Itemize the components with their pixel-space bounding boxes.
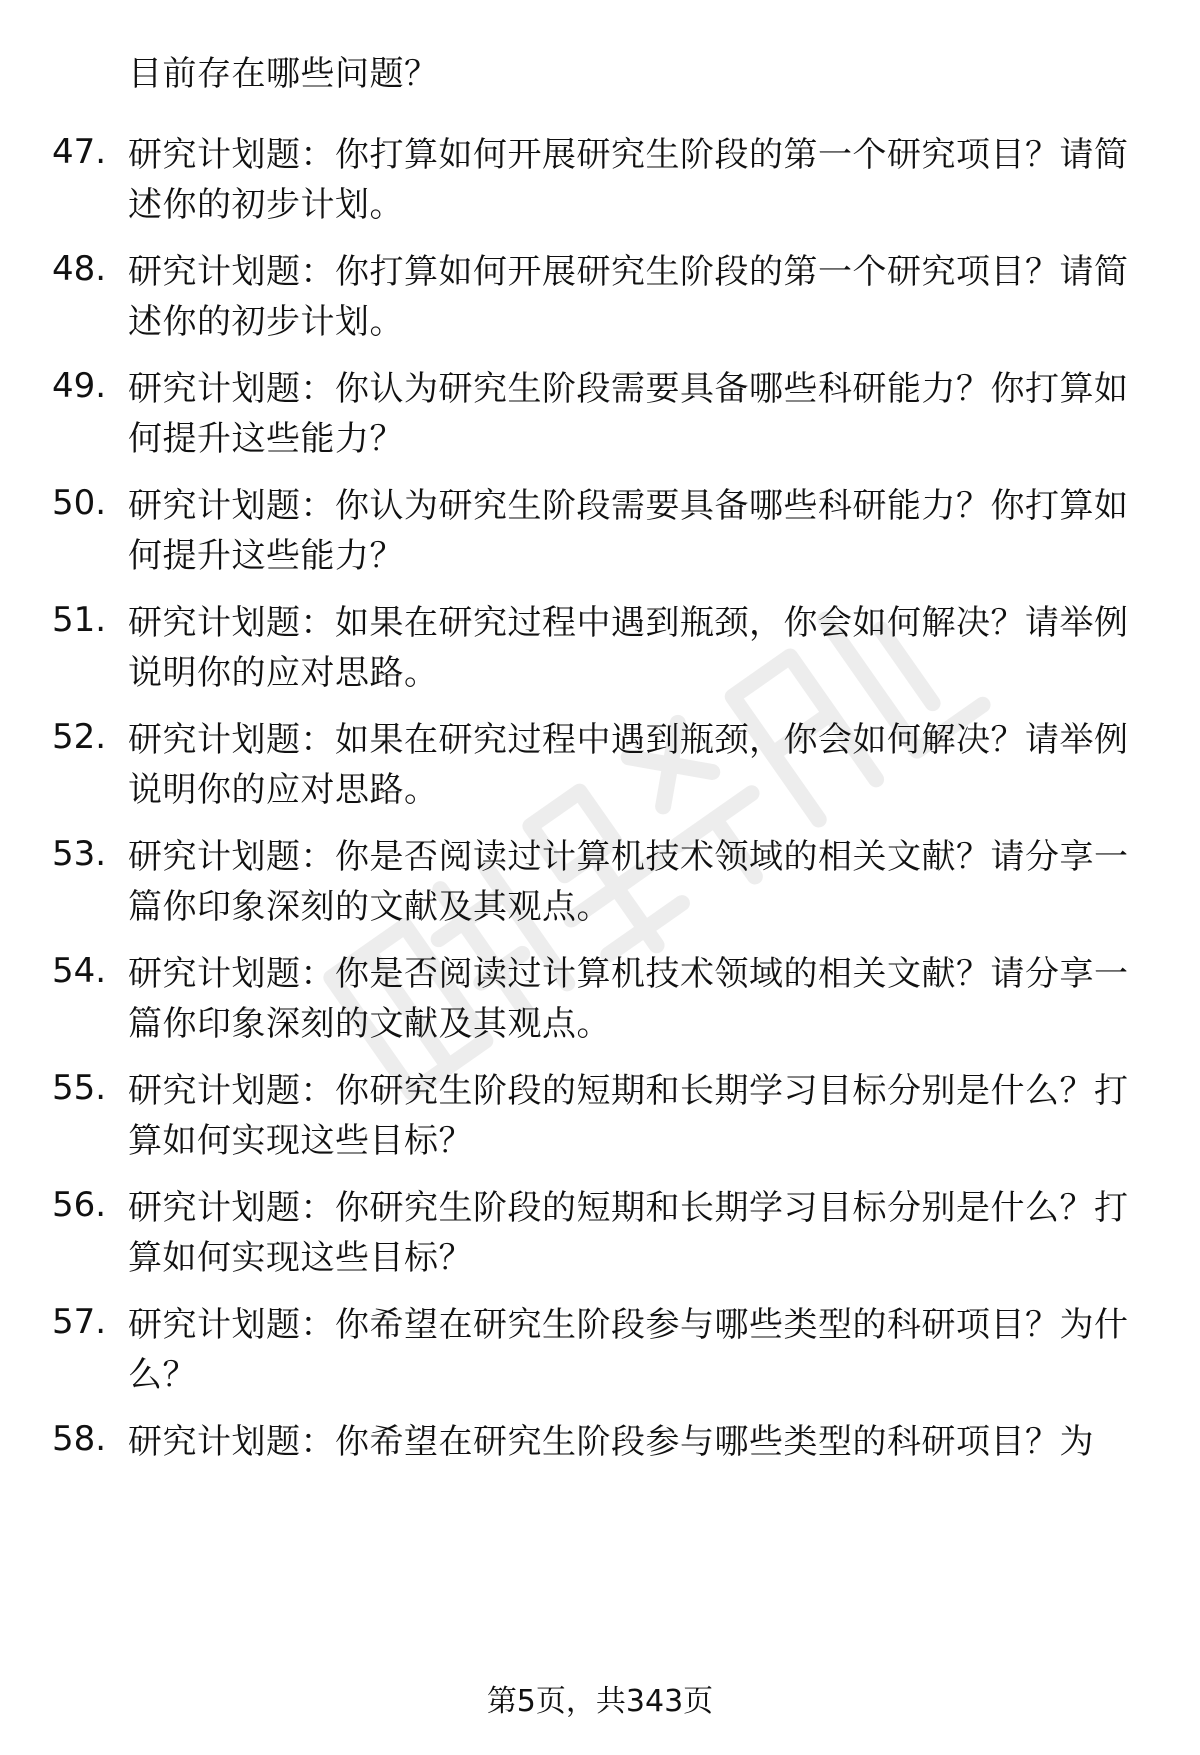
- list-item: [0, 1183, 1200, 1293]
- item-number: 58.: [52, 1419, 107, 1459]
- item-text: 研究计划题：你希望在研究生阶段参与哪些类型的科研项目？为: [128, 1422, 1094, 1462]
- item-text: 研究计划题：你研究生阶段的短期和长期学习目标分别是什么？打算如何实现这些目标？: [128, 1188, 1129, 1278]
- item-number: 57.: [52, 1302, 107, 1342]
- list-item: [0, 364, 1200, 474]
- item-text: 研究计划题：你研究生阶段的短期和长期学习目标分别是什么？打算如何实现这些目标？: [128, 1071, 1129, 1161]
- item-text: 研究计划题：你打算如何开展研究生阶段的第一个研究项目？请简述你的初步计划。: [128, 135, 1129, 225]
- item-text: 研究计划题：你希望在研究生阶段参与哪些类型的科研项目？为什么？: [128, 1305, 1129, 1395]
- continuation-line: 目前存在哪些问题？: [128, 54, 439, 94]
- item-number: 51.: [52, 600, 107, 640]
- item-number: 52.: [52, 717, 107, 757]
- item-number: 53.: [52, 834, 107, 874]
- item-text: 研究计划题：你认为研究生阶段需要具备哪些科研能力？你打算如何提升这些能力？: [128, 486, 1129, 576]
- item-text: 研究计划题：你是否阅读过计算机技术领域的相关文献？请分享一篇你印象深刻的文献及其观点。: [128, 954, 1129, 1044]
- list-item: [0, 1417, 1200, 1477]
- item-text: 研究计划题：你打算如何开展研究生阶段的第一个研究项目？请简述你的初步计划。: [128, 252, 1129, 342]
- list-item: [0, 130, 1200, 240]
- list-item: [0, 598, 1200, 708]
- item-text: 研究计划题：如果在研究过程中遇到瓶颈，你会如何解决？请举例说明你的应对思路。: [128, 720, 1129, 810]
- item-number: 47.: [52, 132, 107, 172]
- list-item: [0, 832, 1200, 942]
- list-item: [0, 1300, 1200, 1410]
- item-number: 54.: [52, 951, 107, 991]
- item-number: 49.: [52, 366, 107, 406]
- item-text: 研究计划题：你认为研究生阶段需要具备哪些科研能力？你打算如何提升这些能力？: [128, 369, 1129, 459]
- item-number: 56.: [52, 1185, 107, 1225]
- item-text: 研究计划题：你是否阅读过计算机技术领域的相关文献？请分享一篇你印象深刻的文献及其观点。: [128, 837, 1129, 927]
- item-number: 50.: [52, 483, 107, 523]
- item-number: 55.: [52, 1068, 107, 1108]
- list-item: [0, 949, 1200, 1059]
- list-item: [0, 1066, 1200, 1176]
- list-item: [0, 481, 1200, 591]
- list-item: [0, 715, 1200, 825]
- page-footer: 第5页，共343页: [486, 1684, 714, 1719]
- item-number: 48.: [52, 249, 107, 289]
- item-text: 研究计划题：如果在研究过程中遇到瓶颈，你会如何解决？请举例说明你的应对思路。: [128, 603, 1129, 693]
- list-item: [0, 247, 1200, 357]
